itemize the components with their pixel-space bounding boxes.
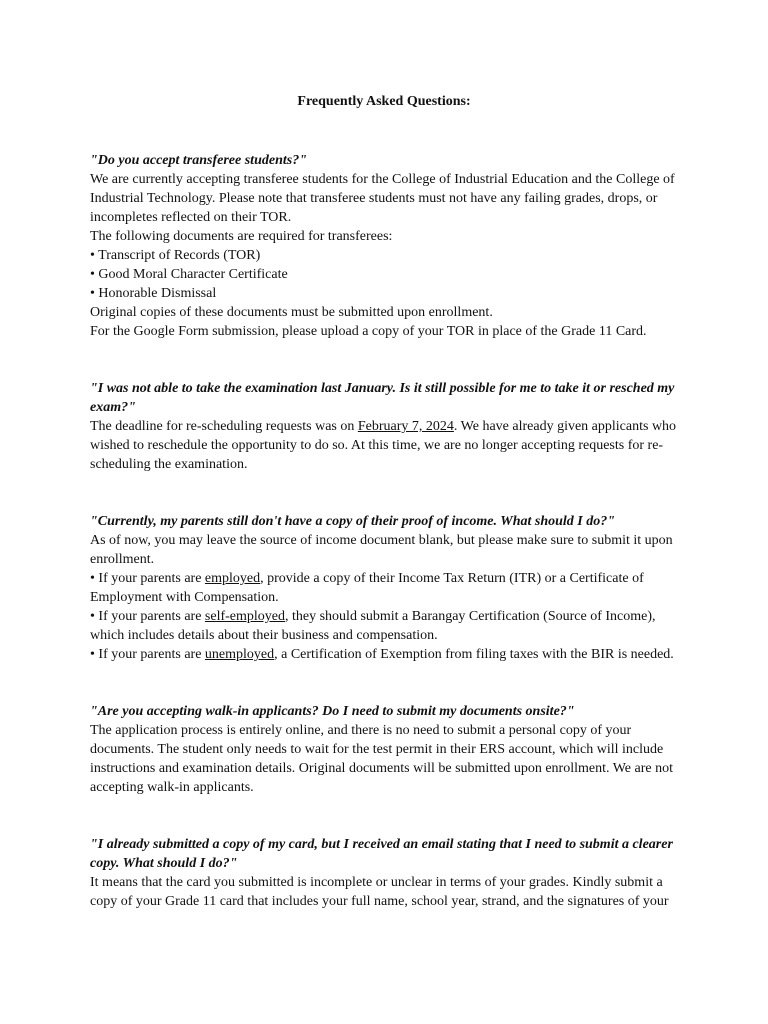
underlined-term: unemployed [204,647,275,662]
answer-text: . We have already given applicants who wished to reschedule the opportunity to do so. At this time, we are no longer accepting requests for re-scheduling the examination. [90,419,677,472]
faq-answer-paragraph: The following documents are required for transferees: [90,229,393,244]
faq-question: "Currently, my parents still don't have a copy of their proof of income. What should I do?" [90,514,616,529]
requirement-bullet: • Honorable Dismissal [90,286,217,301]
faq-item-reschedule [90,379,680,474]
faq-answer-paragraph: The application process is entirely online, and there is no need to submit a personal copy of your documents. The student only needs to wait for the test permit in their ERS account, which will include instructions and examination details. Original documents will be submitted upon enrollment. We are not accepting walk-in applicants. [90,723,673,795]
answer-text: , they should submit a Barangay Certification (Source of Income), which includes details about their business and compensation. [90,609,656,643]
income-bullet-employed [90,569,680,607]
requirement-bullet: • Good Moral Character Certificate [90,267,288,282]
faq-answer-paragraph [90,417,680,474]
faq-item-clearer-copy [90,835,680,911]
faq-answer-paragraph: It means that the card you submitted is incomplete or unclear in terms of your grades. Kindly submit a copy of your Grade 11 card that includes your full name, school year, strand, and the signatures of your [90,875,669,909]
underlined-term: self-employed [204,609,285,624]
faq-question: "Are you accepting walk-in applicants? Do I need to submit my documents onsite?" [90,704,575,719]
page-title: Frequently Asked Questions: [297,94,471,109]
income-bullet-unemployed [90,645,680,664]
faq-answer-paragraph: For the Google Form submission, please upload a copy of your TOR in place of the Grade 11 Card. [90,324,647,339]
faq-question: "I was not able to take the examination last January. Is it still possible for me to take it or resched my exam?" [90,381,675,415]
faq-answer-paragraph: As of now, you may leave the source of income document blank, but please make sure to submit it upon enrollment. [90,533,673,567]
answer-text: • If your parents are [90,647,205,662]
underlined-term: employed [204,571,261,586]
deadline-date: February 7, 2024 [357,419,454,434]
faq-item-transferee [90,151,680,341]
answer-text: , a Certification of Exemption from filing taxes with the BIR is needed. [274,647,674,662]
answer-text: • If your parents are [90,571,205,586]
faq-answer-paragraph: Original copies of these documents must be submitted upon enrollment. [90,305,493,320]
faq-question: "I already submitted a copy of my card, but I received an email stating that I need to submit a clearer copy. What should I do?" [90,837,673,871]
faq-item-walk-in [90,702,680,797]
faq-body [90,151,680,911]
answer-text: The deadline for re-scheduling requests was on [90,419,358,434]
faq-question: "Do you accept transferee students?" [90,153,307,168]
faq-answer-paragraph: We are currently accepting transferee students for the College of Industrial Education and the College of Industrial Technology. Please note that transferee students must not have any failing grades, drops, or incompletes reflected on their TOR. [90,172,675,225]
faq-item-proof-of-income [90,512,680,664]
answer-text: • If your parents are [90,609,205,624]
answer-text: , provide a copy of their Income Tax Return (ITR) or a Certificate of Employment with Compensation. [90,571,644,605]
income-bullet-self-employed [90,607,680,645]
requirement-bullet: • Transcript of Records (TOR) [90,248,261,263]
